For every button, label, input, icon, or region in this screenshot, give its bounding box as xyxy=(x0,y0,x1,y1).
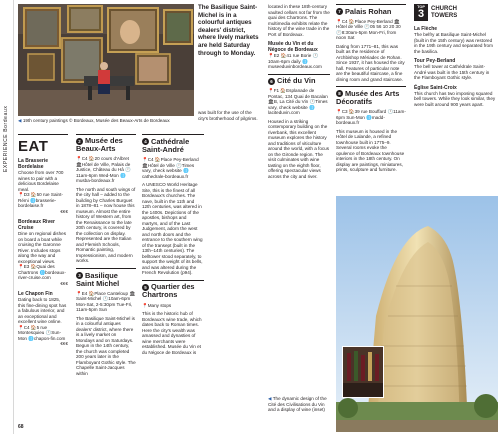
eat-box xyxy=(18,134,68,430)
eat-item-name: Le Chapon Fin xyxy=(18,291,53,297)
top3-item xyxy=(414,85,496,108)
caption-arrow-icon: ◀ xyxy=(18,118,22,123)
eat-item-body: Dine on regional dishes on board a boat while cruising the Garonne River. Includes stops along the way and exceptional views. xyxy=(18,231,67,264)
museum-title xyxy=(76,137,136,153)
cite-vin-body: Housed in a striking contemporary building on the riverbank, this excellent museum explores the history and traditions of viticulture around the world, with a focus on the Gironde region. The visit culminates with wine tasting on the eighth floor, offering spectacular views across the city and river. xyxy=(268,118,330,179)
chartrons-details: 📍Many stops xyxy=(142,302,172,308)
top3-badge-label: TOP xyxy=(417,5,425,9)
museum-body: The north and south wings of the city hall – added to the building by Charles Burguet in 1878–81 – now house this museum. Almost the entire history of Western art, from the Renaissance to the late 20th century, is covered by the collection on display. Represented are the Italian and Flemish Schools, Romantic painting, Impressionism, and modern works. xyxy=(76,186,136,264)
top3-item-body: This church has two imposing squared bell towers. While they look similar, they were built around 900 years apart. xyxy=(414,90,496,107)
basilique-body: The Basilique Saint-Michel is in a colourful antiques dealers' district, where there is a lively market on Mondays and on Saturdays. Begun in the 14th century, the church was completed 200 years later in the Flamboyant Gothic style. The Chapelle Saint-Jacques within xyxy=(76,315,136,376)
top3-item-body: The belfry at Basilique Saint-Michel (built in the 15th century) was restored in the 19th century and separated from the basilica. xyxy=(414,32,493,54)
eat-item-price: €€€ xyxy=(60,280,68,286)
palais-title xyxy=(336,8,406,16)
palais-number-badge: 7 xyxy=(336,8,343,15)
top3-heading: CHURCH TOWERS xyxy=(431,6,458,19)
side-tab-label: EXPERIENCE Bordeaux xyxy=(3,105,9,172)
top3-header xyxy=(414,4,496,21)
eat-item xyxy=(18,219,68,286)
basilique-details: 📍E4 🏠Place Canteloup 🏛Saint-Michel 🕐10am-6pm Mon-Sat, 2-5:30pm Tue-Fri, 11am-5pm Sun xyxy=(76,290,136,313)
eat-item-name: Bordeaux River Cruise xyxy=(18,219,55,231)
basilique-title xyxy=(76,272,136,288)
basilique-number-badge: 3 xyxy=(76,272,83,279)
eat-item-details: 📍D3 🏠50 rue Saint-Rémi 🌐brasserie-bordelaise.fr xyxy=(18,192,63,208)
top3-badge xyxy=(414,4,428,21)
column-4 xyxy=(268,4,330,179)
eat-item-body: Dating back to 1825, this fine-dining spot has a fabulous interior, and an exceptional and excellent wine online. xyxy=(18,297,67,324)
eat-heading: EAT xyxy=(18,138,49,155)
wine-photo xyxy=(336,196,498,432)
cathedrale-number-badge: 4 xyxy=(142,138,149,145)
cite-vin-number-badge: 6 xyxy=(268,78,275,85)
arts-deco-title xyxy=(336,90,406,106)
arts-deco-body: This museum is housed in the Hôtel de Lalande, a refined townhouse built in 1775–9. Several rooms evoke the opulence of Bordeaux townhouse interiors in the 18th century. On display are paintings, miniatures, prints, sculpture and furniture. xyxy=(336,128,405,173)
museum-photo-caption-text: 19th century paintings © Bordeaux, Musée des Beaux-Arts de Bordeaux xyxy=(22,118,170,123)
top3-item-body: The bell tower at Cathédrale Saint-André was built in the 15th century in the Flamboyant Gothic style. xyxy=(414,64,490,80)
cite-vin-details: 📍F1 🏠Esplanade de Pontac, 134 Quai de Bacalan 🏛B, La Cité du Vin 🕐Times vary, check website 🌐laciteduvin.com xyxy=(268,88,328,116)
arts-deco-title-text: Musée des Arts Décoratifs xyxy=(336,88,400,107)
wine-inset-photo xyxy=(342,346,384,398)
eat-item-body: Choose from over 700 wines to pair with a delicious Bordelaise meal. xyxy=(18,170,64,192)
eat-item-details: 📍E3 🏠Quai des Chartrons 🌐bordeaux-river-cruise.com xyxy=(18,264,66,280)
museum-number-badge: 2 xyxy=(76,138,83,145)
wine-photo-caption-text: The dynamic design of the Cité des Civilisations du Vin and a display of wine (inset) xyxy=(268,396,327,412)
museum-photo-art xyxy=(18,4,194,116)
arts-deco-number-badge: 8 xyxy=(336,90,343,97)
eat-item xyxy=(18,158,68,214)
col4-top-text: located in these 18th-century vaulted cellars not far from the quai des Chartrons. The multimedia exhibits relate the history of the wine trade in the Port of Bordeaux. xyxy=(268,4,330,37)
wine-photo-caption xyxy=(268,396,330,413)
eat-item-price: €€€ xyxy=(60,208,68,214)
cite-vin-title xyxy=(268,77,330,85)
top3-item-title: La Flèche xyxy=(414,26,438,32)
cathedrale-section xyxy=(142,134,204,355)
column-2 xyxy=(76,134,136,430)
musee-vin-details: 📍E2 🏠41 rue Borie 🕐10am-6pm daily 🌐museeduvinbordeaux.com xyxy=(268,53,322,69)
chartrons-body: This is the historic hub of Bordeaux's wine trade, which dates back to Roman times. Here the city's wealth was amassed and dynasties of wine merchants were established. Musée du Vin et du Négoce de Bordeaux is xyxy=(142,311,202,355)
palais-details: 📍C4 🏠Place Pey-Berland 🏛Hôtel de Ville 🕐05 56 10 20 30 🕐8:30am-5pm Mon-Fri, from noon Sat xyxy=(336,18,401,41)
top3-item-title: Tour Pey-Berland xyxy=(414,58,456,64)
palais-title-text: Palais Rohan xyxy=(345,6,392,16)
top3-item xyxy=(414,58,496,81)
cathedrale-title-text: Cathédrale Saint-André xyxy=(142,136,190,154)
column-5 xyxy=(336,4,406,173)
chartrons-title xyxy=(142,283,204,299)
top3-list xyxy=(414,26,496,107)
basilique-section xyxy=(76,272,136,377)
eat-item-price: €€€ xyxy=(60,341,68,346)
side-tab xyxy=(0,0,14,434)
eat-item xyxy=(18,291,68,347)
eat-list xyxy=(18,158,68,347)
chartrons-number-badge: 5 xyxy=(142,284,149,291)
caption-arrow-icon: ◀ xyxy=(268,396,272,401)
cite-vin-title-text: Cité du Vin xyxy=(277,76,316,86)
quote-block xyxy=(198,4,262,57)
palais-body: Dating from 1771–81, this was built as the residence of Archbishop Mériadec de Rohan. Since 1937, it has housed the city hall. Features of particular note are the beautiful staircase, a fine dining room and grand staircase. xyxy=(336,43,405,82)
wine-inset-art xyxy=(343,347,384,398)
quote-basilique: The Basilique Saint-Michel is in a colourful antiques dealers' district, where lively markets are held Saturday through to Monday. xyxy=(198,4,259,57)
museum-title-text: Musée des Beaux-Arts xyxy=(76,136,123,154)
museum-photo xyxy=(18,4,194,116)
top3-badge-number: 3 xyxy=(417,8,425,20)
top3-item-title: Église Saint-Croix xyxy=(414,84,457,91)
museum-details: 📍C4 🏠20 cours d'Albret 🏛Hôtel de Ville, Palais de Justice, Château du Hâ 🕐11am-6pm Wed-Mon 🌐musba-bordeaux.fr xyxy=(76,156,131,184)
eat-item-details: 📍C4 🏠5 rue Montesquieu 🕐Sun-Mon 🌐chapon-fin.com xyxy=(18,324,66,341)
cathedrale-title xyxy=(142,138,204,154)
col3-continued-text: was built for the use of the city's brotherhood of pilgrims. xyxy=(198,110,258,121)
museum-section xyxy=(76,137,136,264)
arts-deco-details: 📍C3 🏠39 rue Bouffard 🕐11am-6pm Sun-Mon 🌐madd-bordeaux.fr xyxy=(336,109,406,126)
cathedrale-body: A UNESCO World Heritage Site, this is the finest of all Bordeaux's churches. The nave, built in the 11th and 12th centuries, was altered in the 1400s. Depictions of the apostles, bishops and martyrs, and of the Last Judgement, adorn the west and north doors and the entrance to the southern wing of the transept (built in the 13th–14th centuries). The belltower stood separately, to support the weight of its bells, and was altered during the French Revolution (p94). xyxy=(142,182,203,275)
basilique-title-text: Basilique Saint Michel xyxy=(76,270,120,288)
eat-item-name: La Brasserie Bordelaise xyxy=(18,158,49,170)
page-number: 68 xyxy=(18,424,24,430)
musee-vin-title: Musée du Vin et du Négoce de Bordeaux xyxy=(268,41,318,53)
top3-item xyxy=(414,26,496,54)
cathedrale-details: 📍C4 🏠Place Pey-Berland 🏛Hôtel de Ville 🕐Times vary, check website 🌐cathedrale-bordeaux.fr xyxy=(142,157,199,179)
chartrons-title-text: Quartier des Chartrons xyxy=(142,282,195,300)
